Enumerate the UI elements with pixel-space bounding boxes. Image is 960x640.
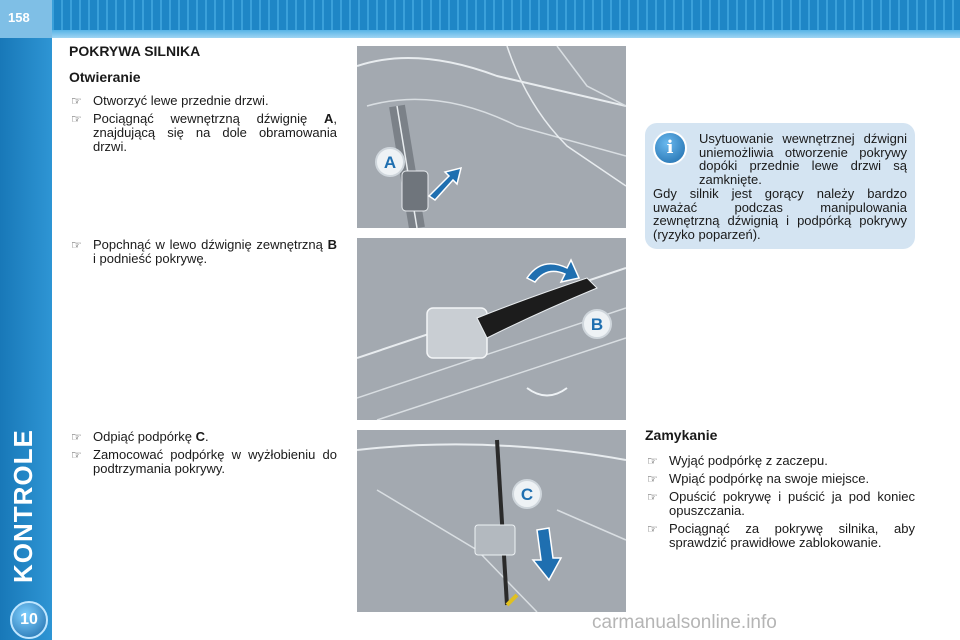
step-item: [69, 112, 337, 154]
page-number: 158: [8, 10, 30, 25]
page-number-box: [0, 0, 52, 38]
callout-c: C: [520, 485, 534, 504]
closing-heading: Zamykanie: [645, 427, 718, 443]
step-item: [645, 454, 915, 468]
step-text: Wyjąć podpórkę z zaczepu.: [669, 453, 828, 468]
pointing-hand-icon: ☞: [71, 448, 82, 462]
step-text: Pociągnąć za pokrywę silnika, aby sprawdzić prawidłowe zablokowanie.: [669, 521, 915, 550]
pointing-hand-icon: ☞: [71, 430, 82, 444]
pointing-hand-icon: ☞: [647, 472, 658, 486]
step-item: [69, 448, 337, 476]
step-item: [645, 490, 915, 518]
step-text: Pociągnąć wewnętrzną dźwignię: [93, 111, 324, 126]
info-paragraph-1: Usytuowanie wewnętrznej dźwigni uniemożliwia otworzenie pokrywy dopóki przednie lewe drzwi są zamknięte.: [699, 131, 907, 187]
callout-b: B: [590, 315, 604, 334]
info-paragraph-2: Gdy silnik jest gorący należy bardzo uważać podczas manipulowania zewnętrzną dźwignią i podpórką pokrywy (ryzyko poparzeń).: [653, 186, 907, 242]
part-reference: B: [327, 237, 337, 252]
info-icon: i: [653, 131, 687, 165]
step-text: , znajdującą się na dole obramowania drzwi.: [93, 111, 337, 154]
step-item: [69, 94, 337, 108]
step-item: [69, 430, 337, 444]
chapter-number-badge: 10: [10, 601, 48, 639]
step-text: Opuścić pokrywę i puścić ja pod koniec opuszczania.: [669, 489, 915, 518]
part-reference: C: [195, 429, 206, 444]
opening-heading: Otwieranie: [69, 69, 141, 85]
step-text: Otworzyć lewe przednie drzwi.: [93, 93, 269, 108]
pointing-hand-icon: ☞: [71, 112, 82, 126]
opening-steps-b: [69, 238, 337, 266]
closing-steps: [645, 454, 915, 550]
step-text: Zamocować podpórkę w wyżłobieniu do podtrzymania pokrywy.: [93, 447, 337, 476]
opening-steps-c: [69, 430, 337, 476]
pointing-hand-icon: ☞: [647, 490, 658, 504]
chapter-sidebar: [0, 38, 52, 640]
pointing-hand-icon: ☞: [71, 238, 82, 252]
opening-steps-b-block: [69, 238, 337, 270]
part-reference: A: [323, 111, 334, 126]
illustration-lever-b: [357, 238, 626, 420]
step-text: .: [205, 429, 209, 444]
illustration-lever-a: [357, 46, 626, 228]
info-box: [645, 123, 915, 249]
step-text: Popchnąć w lewo dźwignię zewnętrzną: [93, 237, 328, 252]
closing-section: [645, 428, 915, 554]
step-text: i podnieść pokrywę.: [93, 251, 208, 266]
opening-steps-c-block: [69, 430, 337, 480]
step-item: [645, 472, 915, 486]
pointing-hand-icon: ☞: [647, 522, 658, 536]
callout-a: A: [383, 153, 397, 172]
illustration-prop-c: [357, 430, 626, 612]
step-text: Odpiąć podpórkę: [93, 429, 196, 444]
opening-steps-a: [69, 94, 337, 154]
step-text: Wpiąć podpórkę na swoje miejsce.: [669, 471, 870, 486]
step-item: [69, 238, 337, 266]
chapter-label: KONTROLE: [8, 429, 38, 583]
pointing-hand-icon: ☞: [71, 94, 82, 108]
watermark: carmanualsonline.info: [592, 612, 777, 633]
step-item: [645, 522, 915, 550]
opening-section: [69, 44, 337, 158]
section-title: POKRYWA SILNIKA: [69, 43, 201, 59]
pointing-hand-icon: ☞: [647, 454, 658, 468]
header-band: [0, 0, 960, 38]
